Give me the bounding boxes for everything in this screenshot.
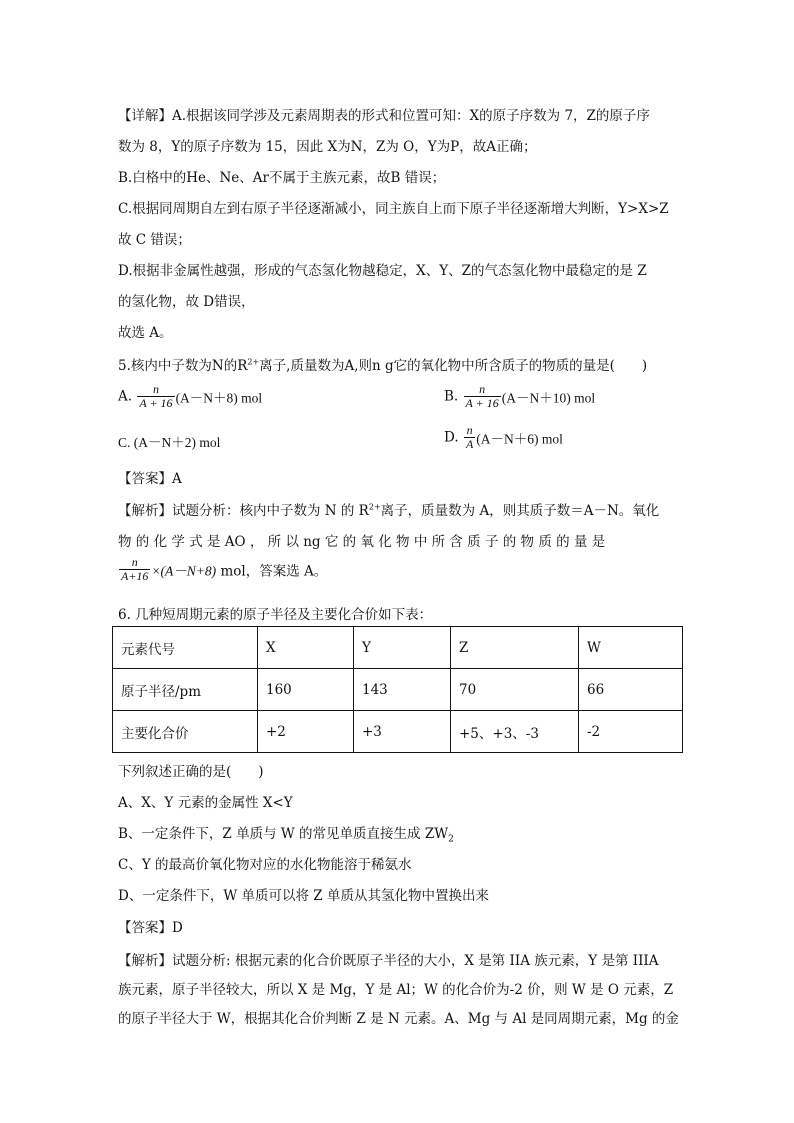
table-cell: 原子半径/pm: [113, 669, 258, 711]
q6-option-d: D、一定条件下，W 单质可以将 Z 单质从其氢化物中置换出来: [118, 888, 489, 904]
detail-line-7: 的氢化物，故 D错误，: [118, 294, 255, 310]
element-table: [112, 626, 683, 753]
q5-option-d: D. $\frac{n}{A}$ (A－N＋6) mol: [444, 423, 563, 451]
q5-analysis-line-2: 物 的 化 学 式 是 AO ， 所 以 ng 它 的 氧 化 物 中 所 含 质 子 的 物 质 的 量 是: [118, 534, 606, 550]
q6-analysis-line-3: 的原子半径大于 W，根据其化合价判断 Z 是 N 元素。A、Mg 与 Al 是同周期元素，Mg 的金: [118, 1011, 679, 1027]
q5-stem: 5.核内中子数为N的$R^{2+}$离子,质量数为A,则n g它的氧化物中所含质子的物质的量是( ): [118, 357, 648, 374]
q6-stem: 6. 几种短周期元素的原子半径及主要化合价如下表：: [118, 607, 433, 623]
detail-line-1: 【详解】A.根据该同学涉及元素周期表的形式和位置可知：X的原子序数为 7，Z的原子序: [118, 108, 650, 124]
detail-line-2: 数为 8，Y的原子序数为 15，因此 X为N，Z为 O，Y为P，故A正确；: [118, 139, 537, 155]
table-cell: +5、+3、-3: [451, 711, 579, 753]
table-cell: 70: [451, 669, 579, 711]
table-row: [113, 711, 683, 753]
table-header-row: [113, 627, 683, 669]
q5-option-a: A. $\frac{n}{A + 16}$ (A－N＋8) mol: [118, 382, 263, 410]
table-header-cell: 元素代号: [113, 627, 258, 669]
q6-analysis-line-2: 族元素，原子半径较大，所以 X 是 Mg，Y 是 Al；W 的化合价为-2 价，则 W 是 O 元素，Z: [118, 982, 674, 998]
table-header-cell: X: [258, 627, 354, 669]
detail-line-6: D.根据非金属性越强，形成的气态氢化物越稳定，X、Y、Z的气态氢化物中最稳定的是 Z: [118, 263, 647, 279]
q6-option-c: C、Y 的最高价氧化物对应的水化物能溶于稀氨水: [118, 857, 412, 873]
q5-option-c: C. (A－N＋2) mol: [118, 435, 221, 450]
table-cell: 主要化合价: [113, 711, 258, 753]
table-cell: +3: [354, 711, 451, 753]
q5-analysis-line-3: $\frac{n}{A+16}$ ×(A－N+8) mol，答案选 A。: [121, 555, 328, 583]
table-header-cell: Y: [354, 627, 451, 669]
q5-analysis-line-1: 【解析】试题分析：核内中子数为 N 的 $R^{2+}$离子，质量数为 A，则其质子数＝A－N。氧化: [118, 502, 660, 519]
table-cell: +2: [258, 711, 354, 753]
table-header-cell: Z: [451, 627, 579, 669]
detail-line-8: 故选 A。: [118, 325, 173, 341]
table-row: [113, 669, 683, 711]
q6-analysis-line-1: 【解析】试题分析: 根据元素的化合价既原子半径的大小，X 是第 IIA 族元素，Y 是第 IIIA: [118, 953, 659, 969]
q5-option-b: B. $\frac{n}{A + 16}$ (A－N＋10) mol: [444, 382, 596, 410]
table-cell: 160: [258, 669, 354, 711]
q5-answer: 【答案】A: [118, 471, 182, 487]
q6-answer: 【答案】D: [118, 920, 183, 936]
table-cell: 143: [354, 669, 451, 711]
detail-line-5: 故 C 错误；: [118, 232, 191, 248]
q6-option-b: B、一定条件下，Z 单质与 W 的常见单质直接生成 $ZW_2$: [118, 826, 454, 845]
q6-option-a: A、X、Y 元素的金属性 X<Y: [118, 795, 293, 811]
detail-line-4: C.根据同周期自左到右原子半径逐渐减小，同主族自上而下原子半径逐渐增大判断，Y>X>Z: [118, 201, 669, 217]
table-cell: 66: [579, 669, 683, 711]
detail-line-3: B.白格中的He、Ne、Ar不属于主族元素，故B 错误；: [118, 170, 446, 186]
table-header-cell: W: [579, 627, 683, 669]
q6-question: 下列叙述正确的是( ): [118, 764, 264, 780]
table-cell: -2: [579, 711, 683, 753]
